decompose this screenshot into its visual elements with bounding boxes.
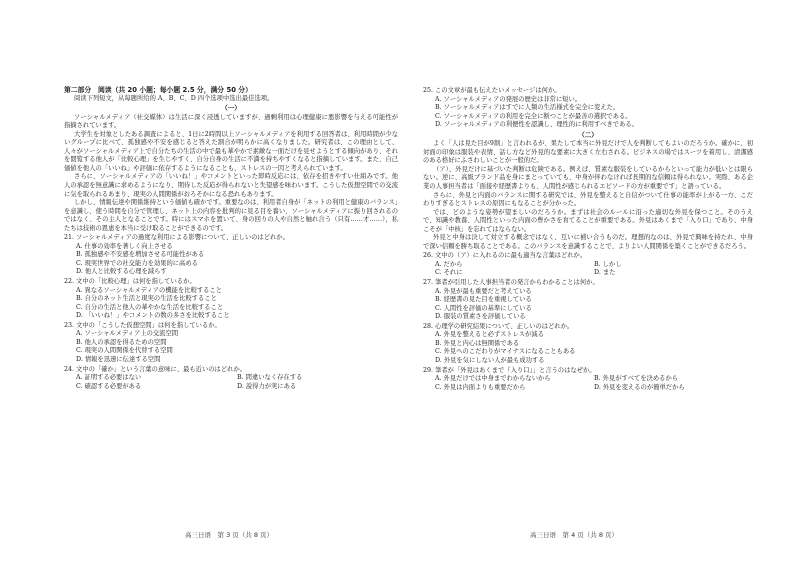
option: D. 外見を変えるのが簡単だから: [594, 383, 685, 391]
paragraph: （ア）、外見だけに基づいた判断は危険である。例えば、質素な服装をしているからといって能力が低いとは限らない。逆に、高級ブランド品を身にまとっていても、中身が伴わなければ長期的な信頼は得られない。実際、ある企業の人事担当者は「面接や経歴書よりも、人間性が感じられるエピソードの方が重要です」と語っている。: [423, 165, 753, 191]
option: C. ソーシャルメディアの利用を完全に断つことが最善の選択である。: [435, 112, 632, 120]
option: D. また: [594, 269, 616, 277]
paragraph: よく「人は見た目が9割」と言われるが、果たして本当に外見だけで人を判断してもよいのだろうか。確かに、初対面の印象は服装や表情、話し方など外見的な要素に大きく左右される。ビジネスの場ではスーツを着用し、清潔感のある格好にふさわしいことが一般的だ。: [423, 140, 753, 165]
option: A. ソーシャルメディア上の交流空間: [76, 330, 179, 338]
question-23: [64, 322, 398, 365]
instruction: 阅读下列短文，从每题所给的 A、B、C、D 四个选项中选出最佳选项。: [74, 94, 274, 102]
option: D. 服装の質素さを評価している: [435, 313, 526, 321]
option: B. 自分のネット生活と現実の生活を比較すること: [76, 295, 217, 303]
page-footer-left: 高三日语 第 3 页（共 8 页）: [185, 531, 274, 539]
passage-two: [423, 140, 753, 251]
paragraph: では、どのような姿勢が望ましいのだろうか。まずは社会のルールに沿った適切な外見を保つこと。そのうえで、知識や教養、人間性といった内面の豊かさを育てることが重要である。外見はあくまで「入り口」であり、中身こそが「中核」を忘れてはならない。: [423, 208, 753, 233]
section-title: 第二部分 阅读（共 20 小题；每小题 2.5 分，满分 50 分）: [64, 86, 252, 94]
option: B. 外見がすべてを決めるから: [594, 375, 679, 383]
passage-one: [64, 114, 398, 234]
option: C. 現実の人間関係を代替する空間: [76, 347, 173, 355]
option: C. 外見へのこだわりがマイナスになることもある: [435, 348, 576, 356]
option: A. 仕事の効率を著しく向上させる: [76, 242, 173, 250]
option: A. だから: [435, 260, 463, 268]
question-stem: 26. 文中の（ア）に入れるのに最も適当な言葉はどれか。: [423, 252, 587, 260]
option: D. ソーシャルメディアの利便性を認識し、理性的に利用すべきである。: [435, 121, 638, 129]
question-stem: 21. ソーシャルメディアの過度な利用による影響について、正しいのはどれか。: [64, 234, 289, 242]
option: A. ソーシャルメディアの発展の歴史は非常に短い。: [435, 95, 582, 103]
option: A. 異なるソーシャルメディアの機能を比較すること: [76, 286, 223, 294]
paragraph: 外見と中身は決して対立する概念ではなく、互いに補い合うものだ。理想的なのは、外見で興味を持たれ、中身で深い信頼を勝ち取ることである。このバランスを意識することで、よりよい人間関係を築くことができるだろう。: [423, 234, 753, 250]
option: D. 「いいね！」やコメントの数の多さを比較すること: [76, 312, 230, 320]
question-24: [64, 366, 398, 392]
option: B. 他人の承認を得るための空間: [76, 338, 167, 346]
option: B. 外見と内心は無関係である: [435, 339, 520, 347]
option: D. 情報を迅速に伝達する空間: [76, 355, 161, 363]
question-stem: 24. 文中の「確か」という言葉の意味に、最も近いのはどれか。: [64, 365, 247, 373]
question-25: [423, 87, 753, 130]
question-28: [423, 323, 753, 366]
question-29: [423, 367, 753, 393]
option: A. 証明する必要はない: [76, 374, 142, 382]
option: C. 人間性を評価の基準にしている: [435, 304, 532, 312]
question-stem: 22. 文中の「比較心理」は何を指しているか。: [64, 278, 196, 286]
option: D. 外見を気にしない人が最も成功する: [435, 356, 545, 364]
option: C. 確認する必要がある: [76, 382, 142, 390]
question-21: [64, 234, 398, 277]
option: B. しかし: [594, 260, 622, 268]
paragraph: ソーシャルメディア（社交媒体）は生活に深く浸透していますが、過剰利用は心理健康に悪影響を与える可能性が指摘されています。: [64, 113, 398, 130]
passage-two-heading: （二）: [578, 130, 598, 139]
paragraph: 大学生を対象としたある調査によると、1日に2時間以上ソーシャルメディアを利用する回答者は、利用時間が少ないグループに比べて、孤独感や不安を感じると答えた割合が明らかに高くなりました。研究者は、この理由として、人々がソーシャルメディア上で自分たちの生活の中で最も華やかで素敵な一面だけを見せようとする傾向があり、それを閲覧する他人が「比較心理」を生じやすく、自分自身の生活に不満を持ちやすくなると指摘しています。また、自己価値を他人の「いいね」や評価に依存するようになることも、ストレスの一因と考えられています。: [64, 130, 398, 172]
question-stem: 27. 筆者が引用した人事担当者の発言からわかることは何か。: [423, 279, 599, 287]
option: A. 外見だけでは中身までわからないから: [435, 375, 551, 383]
option: B. 経歴書の見た目を重視している: [435, 296, 532, 304]
option: B. 孤独感や不安感を増加させる可能性がある: [76, 251, 205, 259]
question-stem: 28. 心理学の研究結果について、正しいのはどれか。: [423, 322, 574, 330]
option: C. 自分の生活と他人の華やかな生活を比較すること: [76, 303, 224, 311]
option: A. 外見が最も重要だと考えている: [435, 287, 532, 295]
question-22: [64, 278, 398, 321]
option: A. 外見を整えると必ずストレスが減る: [435, 331, 544, 339]
question-stem: 29. 筆者が「外見はあくまで『入り口』」と言うのはなぜか。: [423, 366, 596, 374]
question-stem: 25. この文章が最も伝えたいメッセージは何か。: [423, 87, 561, 94]
option: D. 説得力が実にある: [237, 382, 297, 390]
option: C. それに: [435, 269, 463, 277]
paragraph: しかし、情報伝達や関係維持という価値も確かです。重要なのは、利用者自身が「ネットの利用と健康のバランス」を意識し、使う時間を自分で管理し、ネット上の内容を批判的に見る目を養い、ソーシャルメディアに振り回されるのではなく、その主人となることです。時にはスマホを置いて、身の回りの人や自然と触れ合う（只有……才……），私たちは技術の恩恵を本当に受け取ることができるのです。: [64, 199, 398, 232]
question-stem: 23. 文中の「こうした仮想空間」は何を指しているか。: [64, 321, 221, 329]
question-27: [423, 279, 753, 322]
paragraph: さらに、ソーシャルメディアの「いいね！」やコメントといった即時反応には、依存を招きやすい仕組みです。他人の承認を無意識に求めるようになり、期待した反応が得られないと失望感を味わいます。こうした仮想空間での交流に気を取られるあまり、現実の人間関係がおろそかになる恐れもあります。: [64, 173, 398, 198]
passage-one-heading: （一）: [221, 104, 241, 113]
option: C. 現実世界での社交能力を効果的に高める: [76, 259, 198, 267]
option: B. ソーシャルメディアはすでに人類の生活様式を完全に変えた。: [435, 104, 620, 112]
page-footer-right: 高三日语 第 4 页（共 8 页）: [530, 531, 619, 539]
paragraph: さらに、外見と内面のバランスに関する研究では、外見を整えると自信がついて仕事の能率が上がる一方、こだわりすぎるとストレスの原因にもなることが分かった。: [423, 191, 753, 208]
option: D. 他人と比較する心理を減らす: [76, 268, 167, 276]
option: C. 外見は内面よりも重要だから: [435, 383, 526, 391]
left-column: [64, 86, 398, 391]
question-26: [423, 252, 753, 278]
option: B. 間違いなく存在する: [237, 374, 303, 382]
right-column: [423, 86, 753, 392]
